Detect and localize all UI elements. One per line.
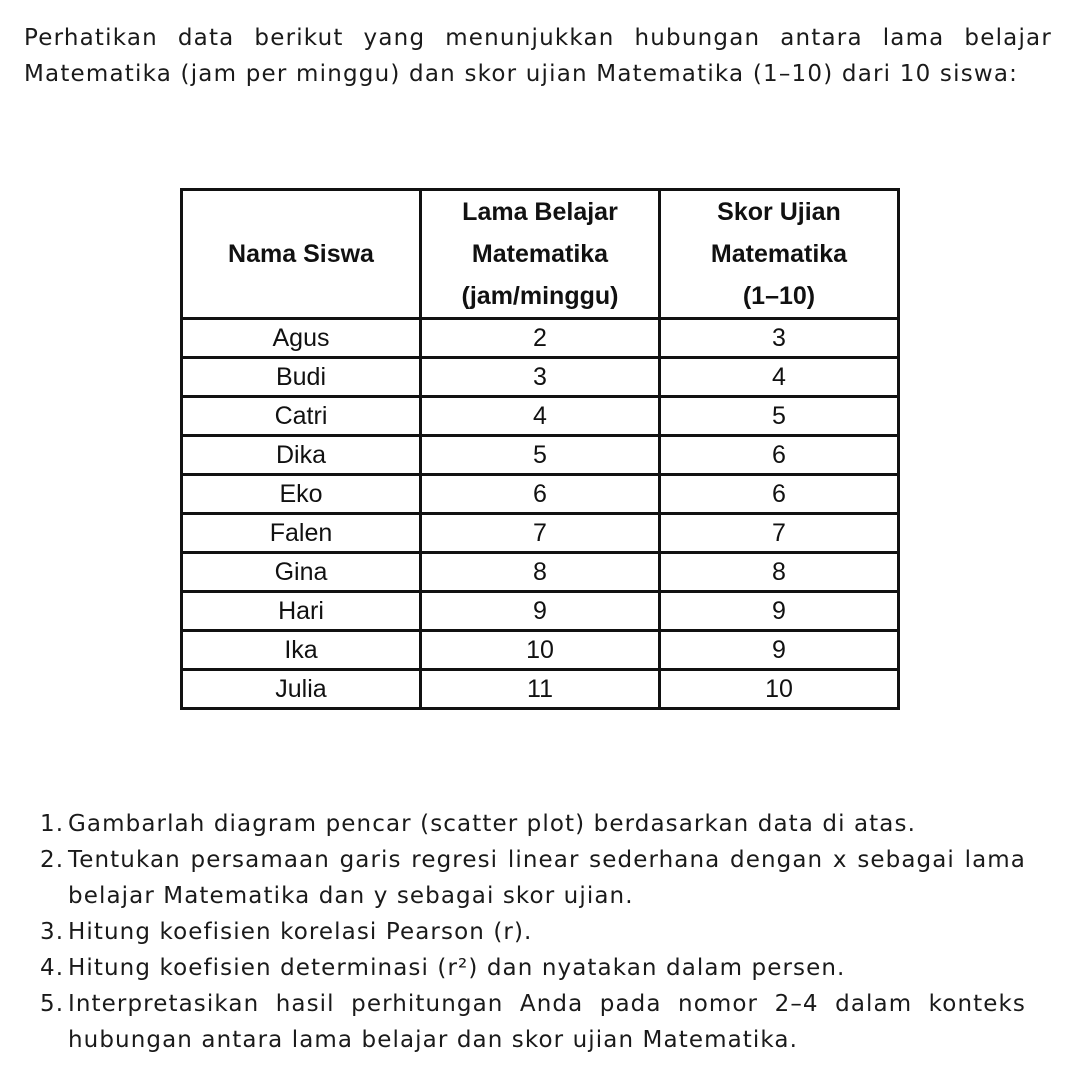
header-hours-line: Matematika [471, 240, 609, 268]
header-score-line: (1–10) [742, 282, 816, 310]
cell-hours: 6 [421, 475, 660, 514]
table-row [182, 358, 899, 397]
header-hours-line: (jam/minggu) [461, 282, 619, 310]
cell-hours: 4 [421, 397, 660, 436]
question-number: 3. [40, 919, 65, 945]
cell-name: Eko [182, 475, 421, 514]
cell-hours: 5 [421, 436, 660, 475]
table-row [182, 397, 899, 436]
cell-hours: 11 [421, 670, 660, 709]
cell-name: Budi [182, 358, 421, 397]
cell-name: Gina [182, 553, 421, 592]
cell-score: 3 [660, 319, 899, 358]
cell-score: 4 [660, 358, 899, 397]
header-score-line: Skor Ujian [717, 198, 841, 226]
question-number: 5. [40, 991, 65, 1017]
question-item [40, 842, 1026, 914]
table-row [182, 553, 899, 592]
cell-name: Dika [182, 436, 421, 475]
cell-score: 5 [660, 397, 899, 436]
cell-hours: 9 [421, 592, 660, 631]
table-row [182, 631, 899, 670]
table-row [182, 436, 899, 475]
cell-hours: 8 [421, 553, 660, 592]
question-item [40, 950, 1026, 986]
question-text: Tentukan persamaan garis regresi linear sederhana dengan x sebagai lama belajar Matematika dan y sebagai skor ujian. [68, 847, 1026, 909]
question-text: Gambarlah diagram pencar (scatter plot) berdasarkan data di atas. [68, 811, 916, 837]
cell-hours: 10 [421, 631, 660, 670]
question-item [40, 806, 1026, 842]
cell-hours: 3 [421, 358, 660, 397]
cell-name: Agus [182, 319, 421, 358]
cell-score: 9 [660, 631, 899, 670]
question-number: 1. [40, 811, 65, 837]
cell-name: Falen [182, 514, 421, 553]
cell-hours: 7 [421, 514, 660, 553]
table-row [182, 592, 899, 631]
question-item [40, 914, 1026, 950]
question-list [40, 806, 1026, 1058]
table-row [182, 514, 899, 553]
question-number: 2. [40, 847, 65, 873]
cell-score: 6 [660, 475, 899, 514]
question-number: 4. [40, 955, 65, 981]
header-score-line: Matematika [710, 240, 848, 268]
table-row [182, 475, 899, 514]
question-text: Interpretasikan hasil perhitungan Anda pada nomor 2–4 dalam konteks hubungan antara lama belajar dan skor ujian Matematika. [68, 991, 1026, 1053]
intro-paragraph: Perhatikan data berikut yang menunjukkan hubungan antara lama belajar Matematika (jam per minggu) dan skor ujian Matematika (1–10) dari 10 siswa: [24, 25, 1052, 87]
question-item [40, 986, 1026, 1058]
cell-name: Julia [182, 670, 421, 709]
cell-score: 6 [660, 436, 899, 475]
table-row [182, 670, 899, 709]
table-header-row [182, 190, 899, 319]
data-table [180, 188, 900, 710]
cell-score: 10 [660, 670, 899, 709]
cell-name: Hari [182, 592, 421, 631]
header-hours-line: Lama Belajar [462, 198, 618, 226]
cell-score: 7 [660, 514, 899, 553]
cell-score: 8 [660, 553, 899, 592]
header-hours [421, 190, 660, 319]
header-score [660, 190, 899, 319]
cell-name: Ika [182, 631, 421, 670]
cell-name: Catri [182, 397, 421, 436]
question-text: Hitung koefisien korelasi Pearson (r). [68, 919, 533, 945]
question-text: Hitung koefisien determinasi (r²) dan nyatakan dalam persen. [68, 955, 846, 981]
cell-score: 9 [660, 592, 899, 631]
table-row [182, 319, 899, 358]
cell-hours: 2 [421, 319, 660, 358]
header-name: Nama Siswa [182, 190, 421, 319]
